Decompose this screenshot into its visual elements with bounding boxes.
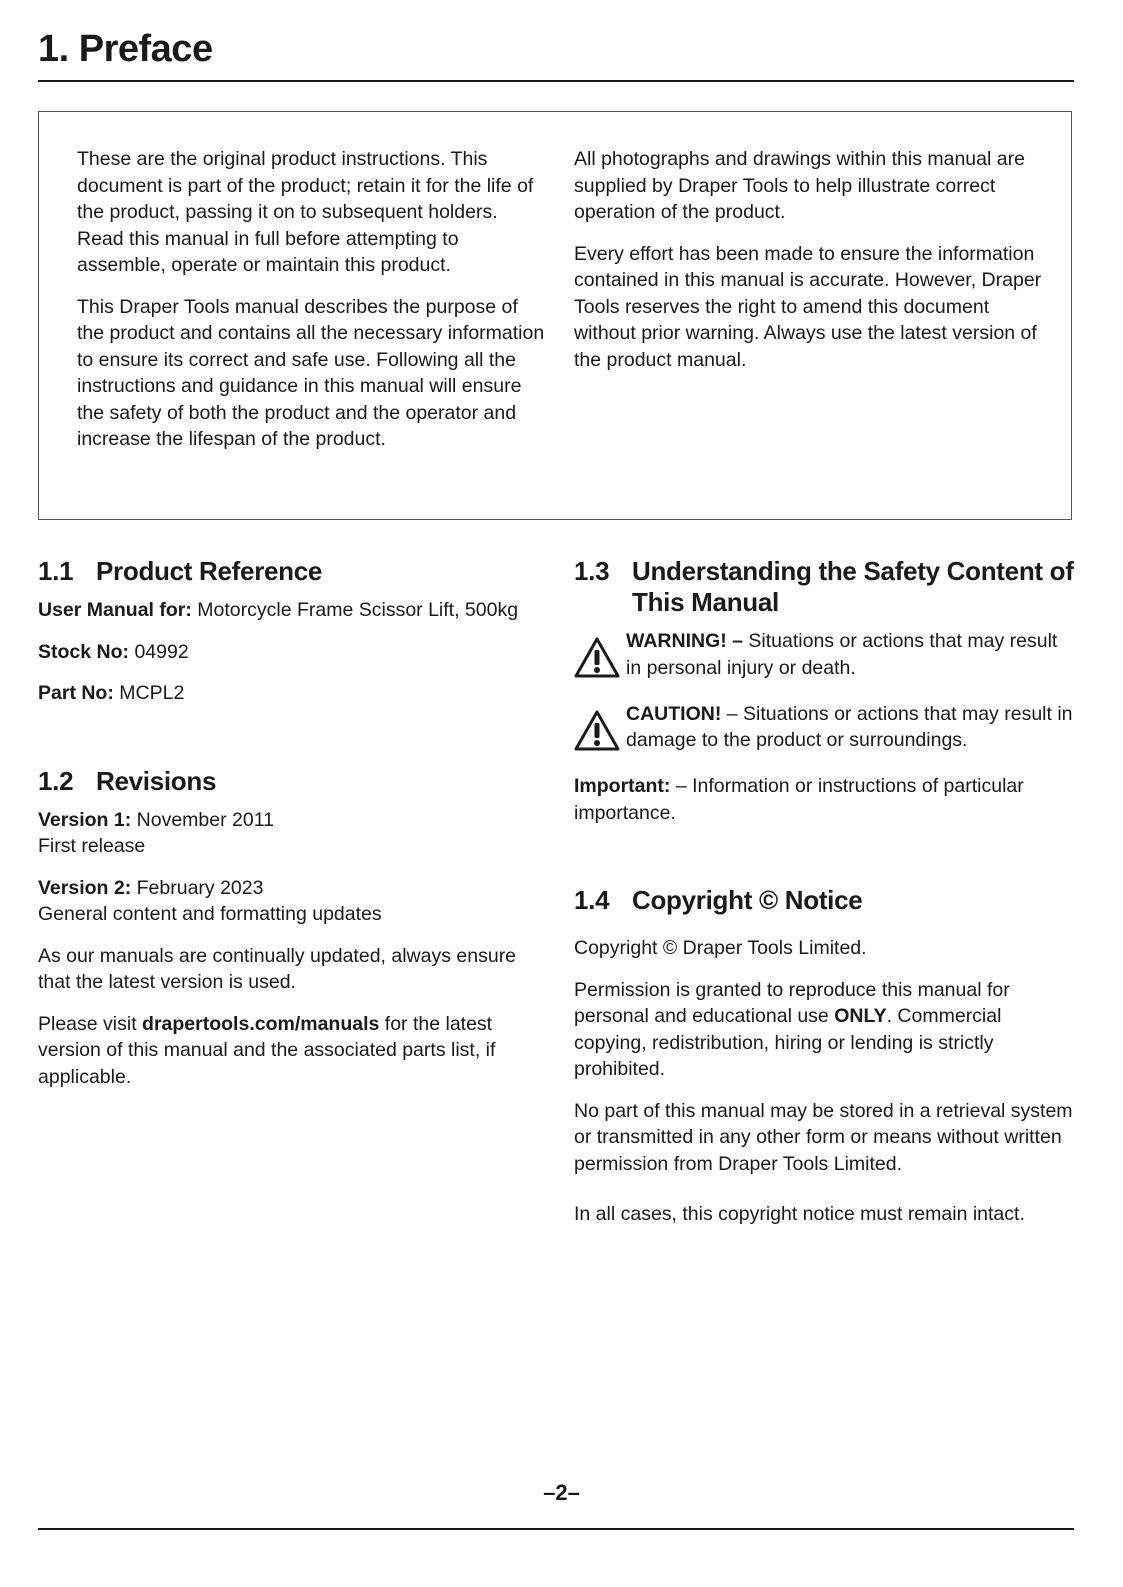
- revision-date: November 2011: [136, 808, 274, 831]
- warning-triangle-icon: [574, 628, 626, 686]
- revision-entry: [38, 807, 528, 860]
- right-column: [574, 556, 1074, 1243]
- intro-paragraph: Every effort has been made to ensure the information contained in this manual is accurate. However, Draper Tools reserves the right to amend this document without prior warning. Always use the latest version of the product manual.: [574, 242, 1042, 371]
- section-heading-copyright: [574, 885, 1074, 916]
- visit-note: [38, 1011, 528, 1091]
- revision-note: First release: [38, 835, 146, 857]
- section-number: 1.4: [574, 885, 610, 915]
- warning-description: Situations or actions that may result in personal injury or death.: [626, 630, 1058, 679]
- section-number: 1.3: [574, 556, 610, 586]
- page-number: –2–: [543, 1480, 580, 1505]
- section-heading-product-reference: [38, 556, 528, 587]
- section-number: 1.2: [38, 765, 74, 796]
- stock-number-value: 04992: [134, 640, 189, 663]
- footer-rule: [38, 1528, 1074, 1530]
- important-description: – Information or instructions of particular importance.: [574, 775, 1024, 824]
- permission-pre-text: Permission is granted to reproduce this manual for personal and educational use: [574, 978, 1010, 1027]
- left-column: [38, 556, 528, 1105]
- intro-paragraph: All photographs and drawings within this manual are supplied by Draper Tools to help illustrate correct operation of the product.: [574, 148, 1025, 223]
- section-number: 1.1: [38, 556, 74, 586]
- caution-description: – Situations or actions that may result in damage to the product or surroundings.: [626, 702, 1073, 751]
- permission-paragraph: [574, 977, 1074, 1083]
- part-number-value: MCPL2: [119, 682, 185, 704]
- warning-notice: [574, 628, 1074, 686]
- warning-text: [626, 628, 1074, 681]
- intro-paragraph: This Draper Tools manual describes the purpose of the product and contains all the necessary information to ensure its correct and safe use. Following all the instructions and guidance in this manual will ensure the safety of both the product and the operator and increase the lifespan of the product.: [77, 295, 545, 450]
- intro-left-column: [77, 146, 547, 468]
- user-manual-line: [38, 597, 528, 624]
- caution-triangle-icon: [574, 701, 626, 759]
- intro-right-column: [574, 146, 1044, 388]
- caution-text: [626, 701, 1074, 754]
- section-heading-revisions: [38, 766, 528, 797]
- important-label: Important:: [574, 775, 671, 797]
- manuals-link[interactable]: drapertools.com/manuals: [142, 1012, 380, 1035]
- caution-label: CAUTION!: [626, 702, 722, 725]
- visit-pre-text: Please visit: [38, 1012, 137, 1035]
- revision-label: Version 1:: [38, 808, 132, 831]
- intact-paragraph: In all cases, this copyright notice must remain intact.: [574, 1203, 1025, 1225]
- user-manual-value: Motorcycle Frame Scissor Lift, 500kg: [197, 599, 519, 621]
- part-number-line: [38, 680, 528, 707]
- visit-post-text: for the latest version of this manual and the associated parts list, if applicable.: [38, 1012, 496, 1088]
- section-title: Product Reference: [96, 556, 323, 586]
- caution-notice: [574, 701, 1074, 759]
- section-title: Revisions: [96, 765, 217, 796]
- section-heading-safety: [574, 556, 1074, 618]
- section-title: Copyright © Notice: [632, 885, 863, 915]
- user-manual-label: User Manual for:: [38, 599, 192, 621]
- revision-label: Version 2:: [38, 876, 132, 899]
- permission-post-text: . Commercial copying, redistribution, hiring or lending is strictly prohibited.: [574, 1005, 1002, 1080]
- stock-number-label: Stock No:: [38, 640, 130, 663]
- section-title: Understanding the Safety Content of This Manual: [632, 556, 1074, 617]
- intro-box: [38, 111, 1072, 520]
- page-title: 1. Preface: [38, 28, 213, 70]
- storage-paragraph: No part of this manual may be stored in a retrieval system or transmitted in any other form or means without written permission from Draper Tools Limited.: [574, 1099, 1073, 1175]
- revision-note: General content and formatting updates: [38, 903, 382, 925]
- header-rule: [38, 80, 1074, 82]
- warning-label: WARNING! –: [626, 630, 743, 652]
- permission-only: ONLY: [834, 1005, 887, 1027]
- revision-entry: [38, 875, 528, 928]
- update-note: As our manuals are continually updated, always ensure that the latest version is used.: [38, 944, 517, 993]
- stock-number-line: [38, 639, 528, 666]
- intro-paragraph: These are the original product instructions. This document is part of the product; retain it for the life of the product, passing it on to subsequent holders. Read this manual in full before attempting to assemble, operate or maintain this product.: [77, 148, 534, 276]
- important-note: [574, 773, 1074, 826]
- copyright-line: Copyright © Draper Tools Limited.: [574, 937, 867, 959]
- revision-date: February 2023: [136, 876, 264, 899]
- part-number-label: Part No:: [38, 682, 114, 704]
